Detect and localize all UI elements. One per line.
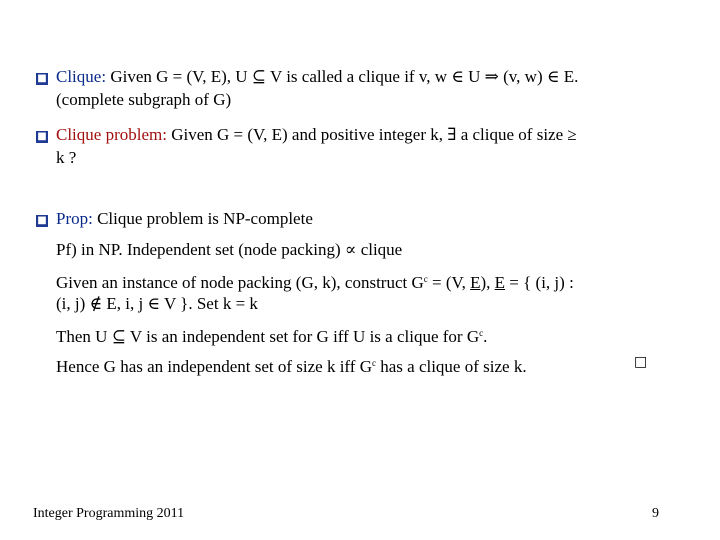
- definition-text-continued: (complete subgraph of G): [56, 90, 232, 109]
- prop-text: Clique problem is NP-complete: [97, 209, 313, 228]
- term-label: Prop:: [56, 209, 93, 228]
- proof-hence-line: [56, 352, 527, 378]
- proof-given-line2: (i, j) ∉ E, i, j ∈ V }. Set k = k: [56, 294, 258, 313]
- superscript: c: [423, 274, 428, 284]
- qed-box-icon: □: [634, 354, 648, 370]
- proof-given-line: [56, 268, 574, 294]
- proof-then-line: [56, 322, 487, 348]
- proof-text: Then U ⊆ V is an independent set for G iff U is a clique for G: [56, 327, 480, 346]
- proof-text: .: [483, 327, 488, 346]
- proof-text: = { (i, j) :: [505, 273, 574, 292]
- proof-text: has a clique of size k.: [375, 357, 527, 376]
- edge-set-symbol: E: [494, 273, 506, 292]
- square-bullet-icon: ■: [37, 131, 47, 142]
- square-bullet-icon: ■: [37, 215, 47, 226]
- footer-course-title: Integer Programming 2011: [33, 506, 185, 521]
- superscript: c: [479, 328, 484, 338]
- proof-text: = (V,: [427, 273, 471, 292]
- proof-text: Given an instance of node packing (G, k), construct G: [56, 273, 424, 292]
- page-number: 9: [652, 506, 659, 521]
- proof-pf-line: Pf) in NP. Independent set (node packing) ∝ clique: [56, 240, 403, 259]
- edge-set-symbol: E: [470, 273, 481, 292]
- definition-text: Given G = (V, E), U ⊆ V is called a clique if v, w ∈ U ⇒ (v, w) ∈ E.: [110, 67, 579, 86]
- bullet-clique-problem: [36, 123, 686, 169]
- proof-text: ),: [480, 273, 495, 292]
- bullet-clique-problem-line1: [36, 123, 686, 146]
- bullet-prop: [36, 207, 686, 230]
- bullet-prop-line1: [36, 207, 686, 230]
- term-label: Clique problem:: [56, 125, 167, 144]
- term-label: Clique:: [56, 67, 107, 86]
- superscript: c: [371, 358, 376, 368]
- problem-text-continued: k ?: [56, 148, 77, 167]
- square-bullet-icon: ■: [37, 73, 47, 84]
- problem-text: Given G = (V, E) and positive integer k, ∃ a clique of size ≥: [171, 125, 577, 144]
- proof-text: Hence G has an independent set of size k iff G: [56, 357, 372, 376]
- bullet-clique-line1: [36, 65, 686, 88]
- bullet-clique: [36, 65, 686, 111]
